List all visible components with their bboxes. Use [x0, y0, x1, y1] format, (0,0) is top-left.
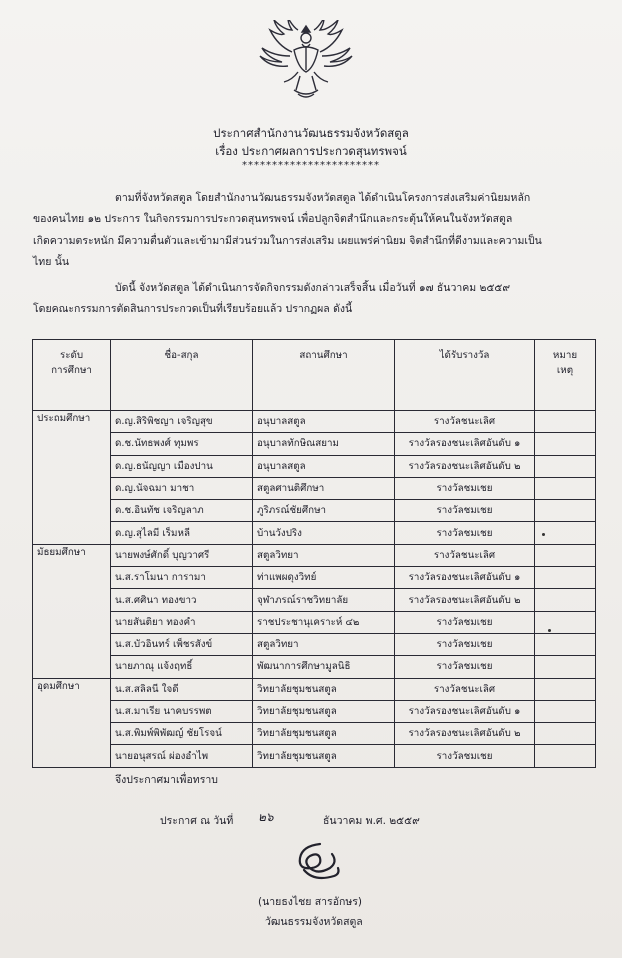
paragraph-1-line-4: ไทย นั้น — [33, 256, 70, 268]
paragraph-1-line-3: เกิดความตระหนัก มีความตื่นตัวและเข้ามามีส่วนร่วมในการส่งเสริม เผยแพร่ค่านิยม จิตสำนึกที่ดีงามและความเป็น — [33, 235, 542, 247]
school-cell: สตูลวิทยา — [253, 633, 395, 655]
award-cell: รางวัลรองชนะเลิศอันดับ ๒ — [395, 723, 535, 745]
name-cell: น.ส.สลิลนี ใจดี — [111, 678, 253, 700]
school-cell: วิทยาลัยชุมชนสตูล — [253, 700, 395, 722]
name-cell: ด.ญ.ธนัญญา เมืองปาน — [111, 455, 253, 477]
school-cell: ภูริภรณ์ชัยศึกษา — [253, 500, 395, 522]
note-cell — [535, 411, 596, 433]
table-row — [33, 455, 596, 477]
award-cell: รางวัลชนะเลิศ — [395, 411, 535, 433]
title-star-divider: *********************** — [242, 160, 380, 171]
name-cell: ด.ญ.สิริพิชญา เจริญสุข — [111, 411, 253, 433]
announcement-title: ประกาศสำนักงานวัฒนธรรมจังหวัดสตูล — [213, 126, 409, 140]
school-cell: วิทยาลัยชุมชนสตูล — [253, 745, 395, 767]
ink-speck — [548, 629, 551, 632]
note-cell — [535, 700, 596, 722]
award-cell: รางวัลชนะเลิศ — [395, 678, 535, 700]
note-cell — [535, 723, 596, 745]
school-cell: อนุบาลสตูล — [253, 411, 395, 433]
header-level — [33, 340, 111, 411]
school-cell: อนุบาลทักษิณสยาม — [253, 433, 395, 455]
note-cell — [535, 544, 596, 566]
school-cell: วิทยาลัยชุมชนสตูล — [253, 723, 395, 745]
table-row — [33, 656, 596, 678]
award-cell: รางวัลชมเชย — [395, 633, 535, 655]
note-cell — [535, 567, 596, 589]
name-cell: ด.ช.อินทัช เจริญลาภ — [111, 500, 253, 522]
award-cell: รางวัลรองชนะเลิศอันดับ ๒ — [395, 589, 535, 611]
table-row — [33, 411, 596, 433]
name-cell: น.ส.ราโมนา การามา — [111, 567, 253, 589]
school-cell: สตูลศานติศึกษา — [253, 477, 395, 499]
name-cell: น.ส.มาเรีย นาคบรรพต — [111, 700, 253, 722]
header-award: ได้รับรางวัล — [395, 340, 535, 411]
note-cell — [535, 745, 596, 767]
date-suffix: ธันวาคม พ.ศ. ๒๕๕๙ — [323, 815, 420, 827]
name-cell: นายพงษ์ศักดิ์ บุญวาศรี — [111, 544, 253, 566]
table-row — [33, 433, 596, 455]
school-cell: วิทยาลัยชุมชนสตูล — [253, 678, 395, 700]
school-cell: อนุบาลสตูล — [253, 455, 395, 477]
date-prefix: ประกาศ ณ วันที่ — [160, 815, 234, 827]
table-row — [33, 700, 596, 722]
table-row — [33, 633, 596, 655]
signature-icon — [290, 840, 346, 886]
ink-speck — [542, 533, 545, 536]
header-level-line-2: การศึกษา — [51, 365, 92, 376]
header-name: ชื่อ-สกุล — [111, 340, 253, 411]
note-cell — [535, 611, 596, 633]
table-row — [33, 589, 596, 611]
award-cell: รางวัลชนะเลิศ — [395, 544, 535, 566]
name-cell: น.ส.ศศินา ทองขาว — [111, 589, 253, 611]
note-cell — [535, 500, 596, 522]
name-cell: ด.ญ.นัจฉมา มาชา — [111, 477, 253, 499]
table-row — [33, 678, 596, 700]
award-cell: รางวัลชมเชย — [395, 656, 535, 678]
table-row — [33, 723, 596, 745]
paragraph-2-line-1: บัดนี้ จังหวัดสตูล ได้ดำเนินการจัดกิจกรรมดังกล่าวเสร็จสิ้น เมื่อวันที่ ๑๗ ธันวาคม ๒๕๕๙ — [115, 282, 511, 294]
award-cell: รางวัลชมเชย — [395, 500, 535, 522]
table-row — [33, 500, 596, 522]
table-row — [33, 611, 596, 633]
note-cell — [535, 433, 596, 455]
announcement-subject: เรื่อง ประกาศผลการประกวดสุนทรพจน์ — [215, 144, 407, 158]
level-cell: มัธยมศึกษา — [33, 544, 111, 678]
school-cell: ท่าแพผดุงวิทย์ — [253, 567, 395, 589]
school-cell: บ้านวังปริง — [253, 522, 395, 544]
results-table — [32, 339, 596, 768]
paragraph-1-line-2: ของคนไทย ๑๒ ประการ ในกิจกรรมการประกวดสุนทรพจน์ เพื่อปลูกจิตสำนึกและกระตุ้นให้คนในจังหวัดสตูล — [33, 213, 513, 225]
signer-title: วัฒนธรรมจังหวัดสตูล — [265, 916, 363, 928]
award-cell: รางวัลชมเชย — [395, 611, 535, 633]
level-cell: ประถมศึกษา — [33, 411, 111, 545]
name-cell: นายอนุสรณ์ ผ่องอำไพ — [111, 745, 253, 767]
note-cell — [535, 589, 596, 611]
table-row — [33, 477, 596, 499]
level-cell: อุดมศึกษา — [33, 678, 111, 767]
school-cell: จุฬาภรณ์ราชวิทยาลัย — [253, 589, 395, 611]
header-school: สถานศึกษา — [253, 340, 395, 411]
note-cell — [535, 455, 596, 477]
header-note-line-2: เหตุ — [556, 365, 574, 376]
note-cell — [535, 678, 596, 700]
name-cell: ด.ช.นัทธพงศ์ ทุมพร — [111, 433, 253, 455]
table-row — [33, 745, 596, 767]
award-cell: รางวัลรองชนะเลิศอันดับ ๒ — [395, 455, 535, 477]
award-cell: รางวัลรองชนะเลิศอันดับ ๑ — [395, 567, 535, 589]
header-level-line-1: ระดับ — [59, 350, 84, 361]
award-cell: รางวัลรองชนะเลิศอันดับ ๑ — [395, 433, 535, 455]
garuda-emblem-icon — [254, 20, 358, 102]
closing-notice: จึงประกาศมาเพื่อทราบ — [115, 774, 218, 786]
award-cell: รางวัลชมเชย — [395, 745, 535, 767]
table-row — [33, 544, 596, 566]
school-cell: พัฒนาการศึกษามูลนิธิ — [253, 656, 395, 678]
signer-name: (นายธงไชย สารอักษร) — [258, 896, 363, 908]
award-cell: รางวัลชมเชย — [395, 522, 535, 544]
note-cell — [535, 656, 596, 678]
table-header-row — [33, 340, 596, 411]
header-note — [535, 340, 596, 411]
paragraph-2-line-2: โดยคณะกรรมการตัดสินการประกวดเป็นที่เรียบร้อยแล้ว ปรากฏผล ดังนี้ — [33, 303, 353, 315]
name-cell: น.ส.พิมพ์พิพัฒญ์ ชัยโรจน์ — [111, 723, 253, 745]
name-cell: นายสันติยา ทองคำ — [111, 611, 253, 633]
name-cell: น.ส.บัวอินทร์ เพ็ชรสังข์ — [111, 633, 253, 655]
school-cell: ราชประชานุเคราะห์ ๔๒ — [253, 611, 395, 633]
award-cell: รางวัลรองชนะเลิศอันดับ ๑ — [395, 700, 535, 722]
table-row — [33, 567, 596, 589]
paragraph-1-line-1: ตามที่จังหวัดสตูล โดยสำนักงานวัฒนธรรมจังหวัดสตูล ได้ดำเนินโครงการส่งเสริมค่านิยมหลัก — [115, 192, 531, 204]
note-cell — [535, 477, 596, 499]
school-cell: สตูลวิทยา — [253, 544, 395, 566]
date-day-handwritten: ๒๖ — [258, 810, 274, 824]
name-cell: ด.ญ.สุไลมี เร็มหลี — [111, 522, 253, 544]
name-cell: นายภาณุ แจ้งฤทธิ์ — [111, 656, 253, 678]
header-note-line-1: หมาย — [552, 350, 578, 361]
note-cell — [535, 633, 596, 655]
table-row — [33, 522, 596, 544]
award-cell: รางวัลชมเชย — [395, 477, 535, 499]
